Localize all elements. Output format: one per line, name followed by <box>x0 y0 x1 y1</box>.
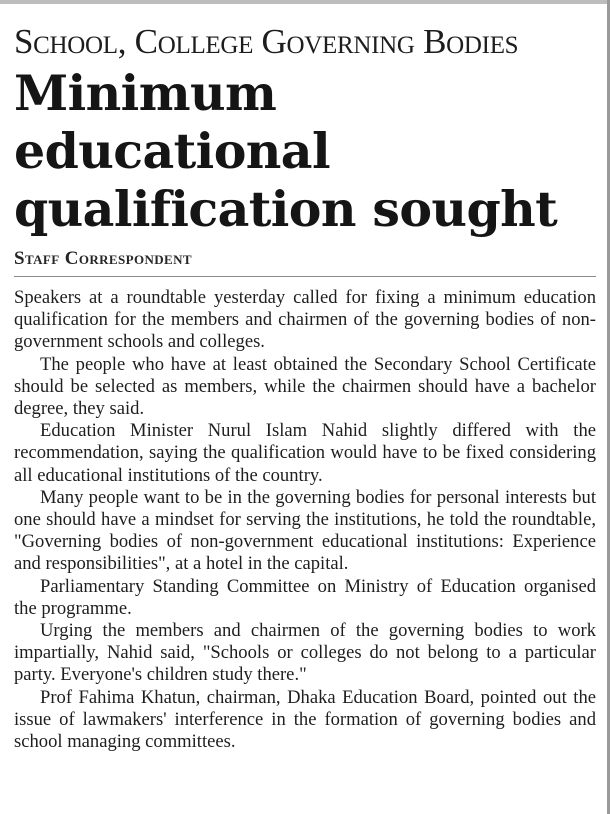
article-headline: Minimum educational qualification sought <box>14 64 558 238</box>
article-paragraph-7: Prof Fahima Khatun, chairman, Dhaka Education Board, pointed out the issue of lawmakers' interference in the formation of governing bodies and school managing committees. <box>14 686 596 753</box>
article-kicker: School, College Governing Bodies <box>14 22 519 61</box>
article-body <box>14 287 596 753</box>
article-paragraph-3: Education Minister Nurul Islam Nahid slightly differed with the recommendation, saying the qualification would have to be fixed considering all educational institutions of the country. <box>14 420 596 486</box>
article-paragraph-1: Speakers at a roundtable yesterday called for fixing a minimum education qualification for the members and chairmen of the governing bodies of non-government schools and colleges. <box>14 287 596 353</box>
article-paragraph-5: Parliamentary Standing Committee on Ministry of Education organised the programme. <box>14 575 596 619</box>
article-byline: Staff Correspondent <box>14 248 192 269</box>
byline-divider <box>14 276 596 277</box>
top-border-rule <box>0 0 610 4</box>
article-paragraph-2: The people who have at least obtained the Secondary School Certificate should be selected as members, while the chairmen should have a bachelor degree, they said. <box>14 353 596 420</box>
news-article <box>14 22 596 753</box>
article-paragraph-4: Many people want to be in the governing bodies for personal interests but one should have a mindset for serving the institutions, he told the roundtable, "Governing bodies of non-government educational institutions: Experience and responsibilities", at a hotel in the capital. <box>14 486 596 575</box>
article-paragraph-6: Urging the members and chairmen of the governing bodies to work impartially, Nahid said, "Schools or colleges do not belong to a particular party. Everyone's children study there." <box>14 620 596 686</box>
